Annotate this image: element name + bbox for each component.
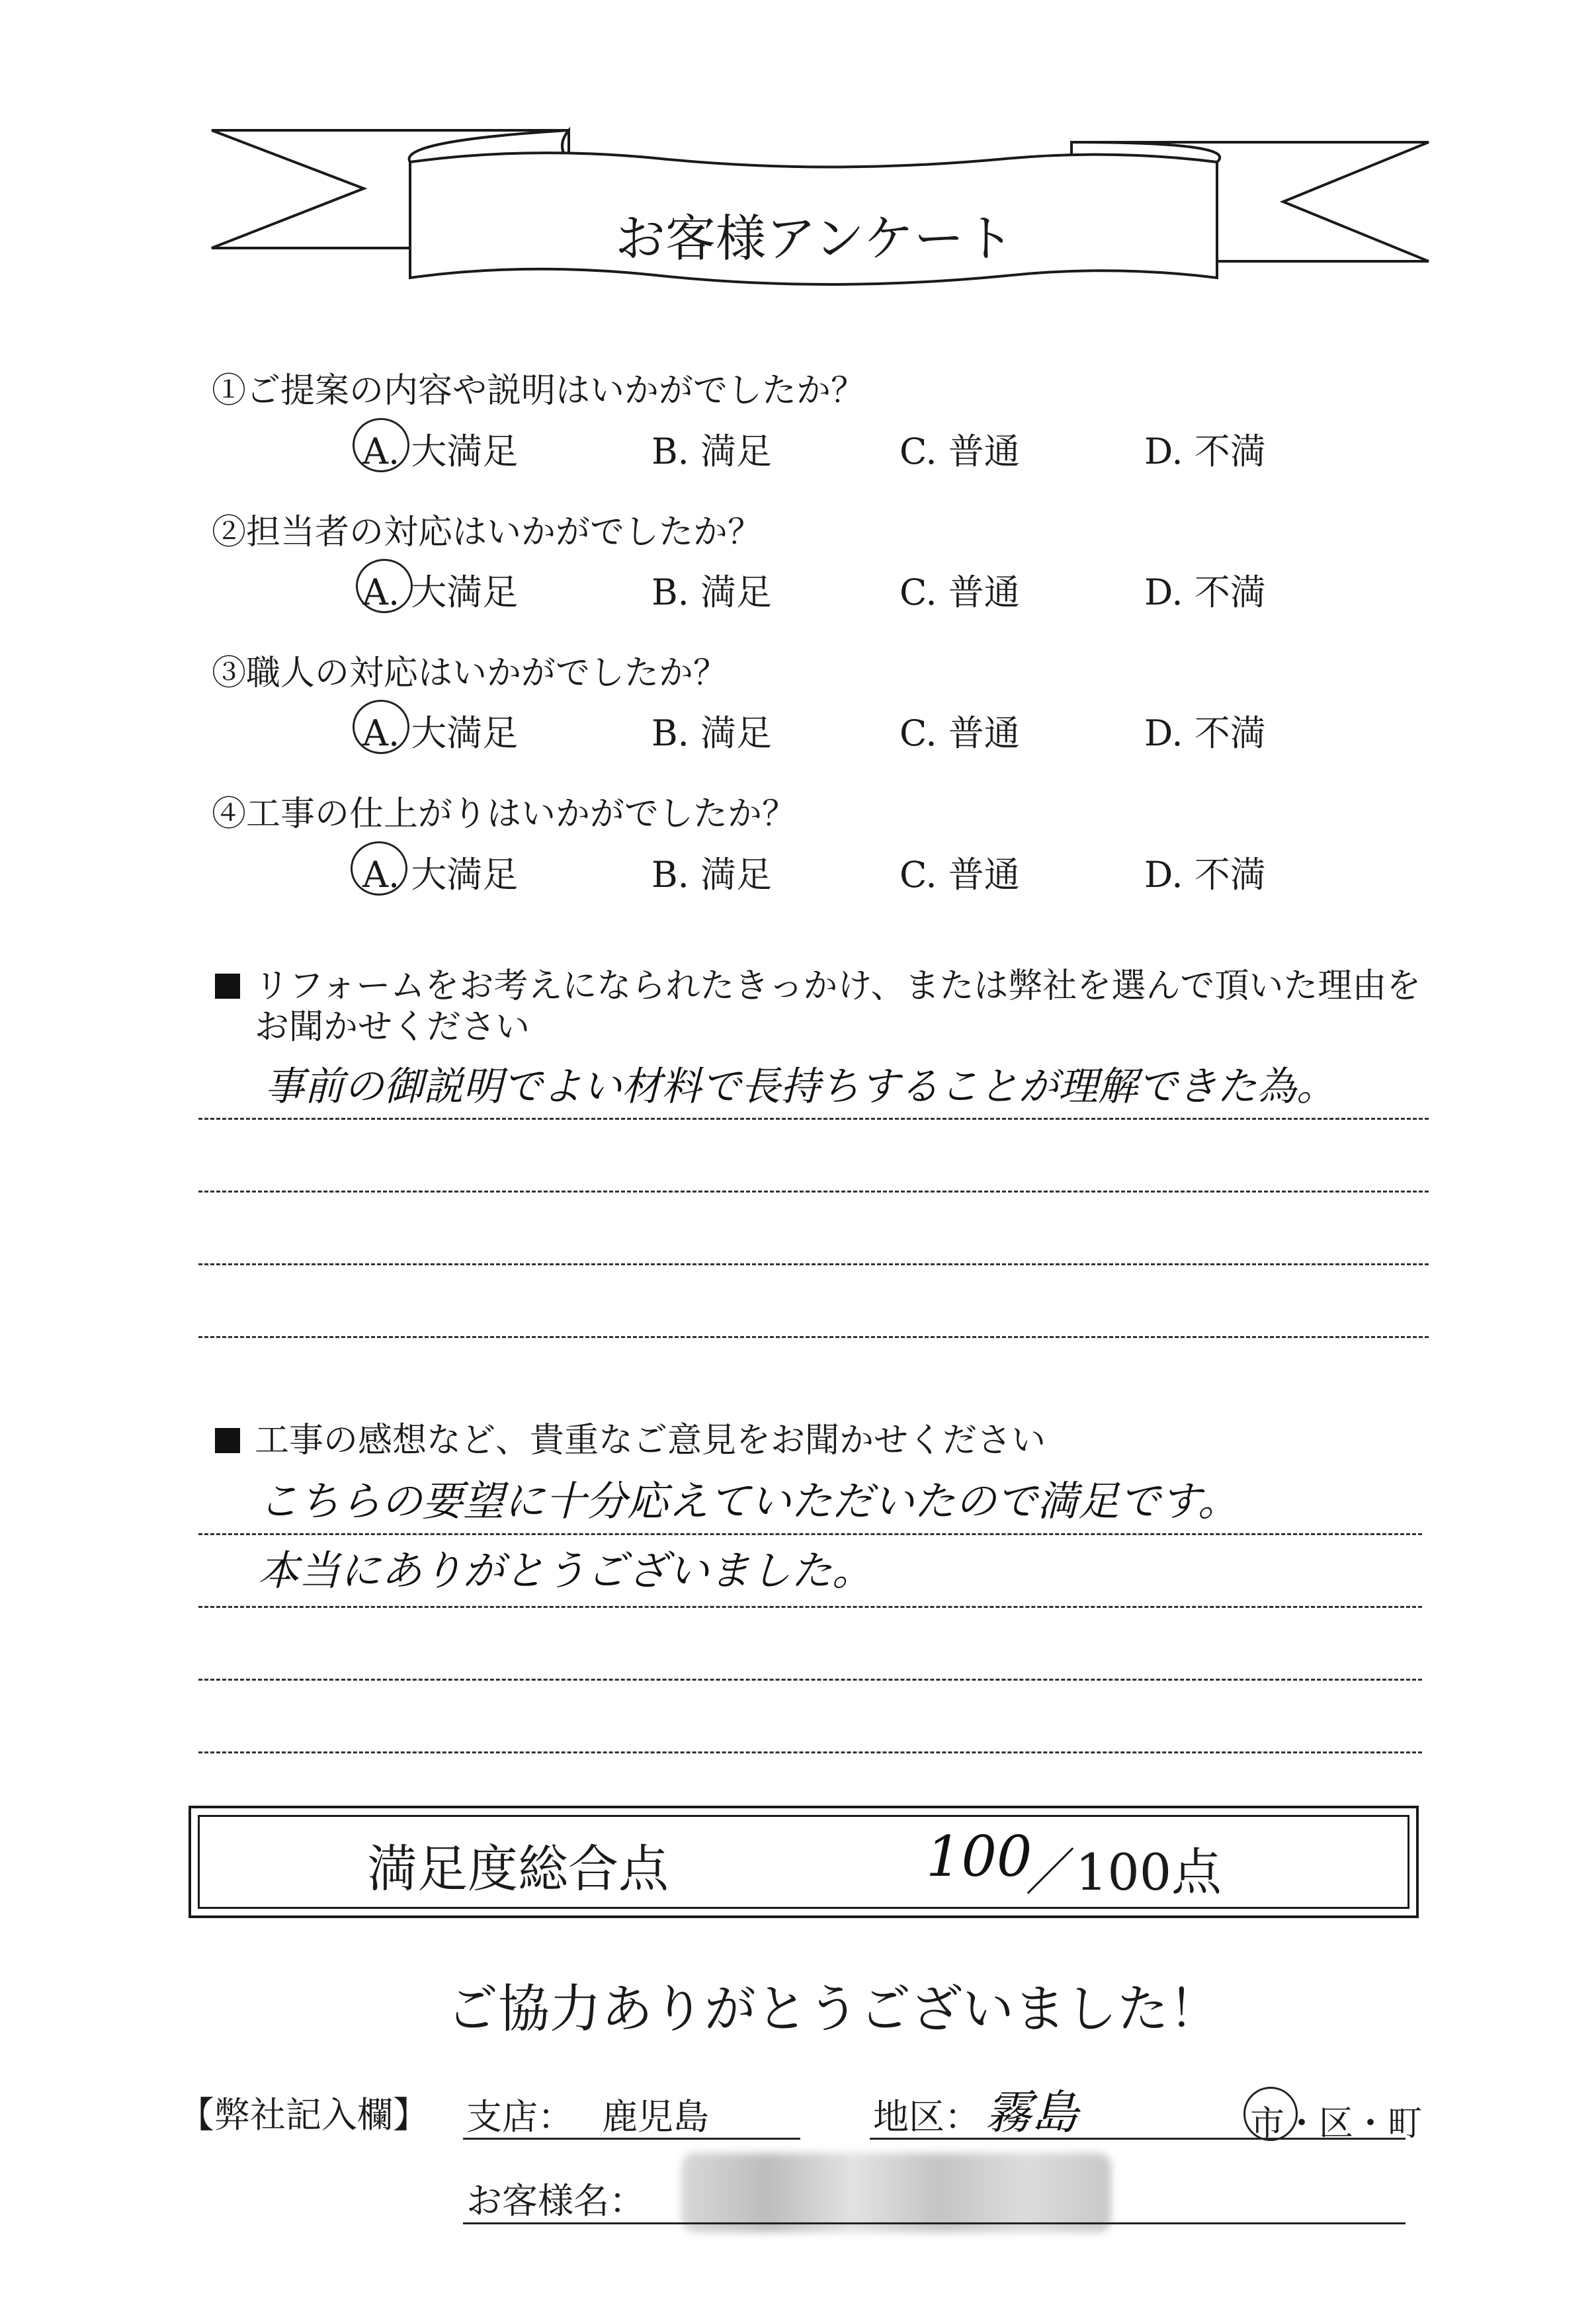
answer-line: [198, 1533, 1422, 1535]
page-title: お客様アンケート: [615, 209, 1015, 268]
q1-option-b[interactable]: B. 満足: [651, 431, 773, 472]
q1-option-c[interactable]: C. 普通: [900, 431, 1020, 472]
bullet-square-icon: [215, 1428, 240, 1453]
branch-label: 支店：: [466, 2096, 573, 2138]
question-3: ③職人の対応はいかがでしたか？: [212, 653, 728, 693]
q2-option-b[interactable]: B. 満足: [651, 571, 773, 613]
q3-option-d[interactable]: D. 不満: [1144, 712, 1266, 754]
q4-option-b[interactable]: B. 満足: [651, 854, 773, 896]
branch-value[interactable]: 鹿児島: [602, 2096, 709, 2138]
section-1-answer[interactable]: 事前の御説明でよい材料で長持ちすることが理解できた為。: [265, 1064, 1336, 1110]
answer-line: [198, 1336, 1429, 1338]
city-selected-circle: [1243, 2087, 1298, 2141]
bullet-square-icon: [215, 974, 240, 999]
thanks-message: ご協力ありがとうございました！: [446, 1980, 1221, 2039]
q3-option-a[interactable]: A. 大満足: [362, 712, 519, 754]
area-value[interactable]: 霧島: [986, 2085, 1078, 2140]
q4-option-d[interactable]: D. 不満: [1144, 854, 1266, 896]
q1-option-d[interactable]: D. 不満: [1144, 431, 1266, 472]
section-1-heading-line1: リフォームをお考えになられたきっかけ、または弊社を選んで頂いた理由を: [255, 966, 1421, 1006]
q4-option-c[interactable]: C. 普通: [900, 854, 1020, 896]
area-label: 地区：: [873, 2096, 980, 2138]
answer-line: [198, 1263, 1429, 1265]
question-4: ④工事の仕上がりはいかがでしたか？: [212, 794, 797, 834]
score-label: 満足度総合点: [367, 1839, 669, 1898]
q2-option-d[interactable]: D. 不満: [1144, 571, 1266, 613]
q1-option-a[interactable]: A. 大満足: [362, 431, 519, 472]
customer-name-redacted: [681, 2153, 1111, 2232]
customer-name-label: お客様名：: [466, 2180, 645, 2222]
branch-underline: [463, 2138, 800, 2140]
city-ward-town-label: 市・区・町: [1250, 2104, 1423, 2144]
q2-selected-circle: [356, 559, 413, 613]
section-2-answer-line2[interactable]: 本当にありがとうございました。: [258, 1546, 874, 1595]
q1-selected-circle: [353, 418, 409, 472]
question-1: ①ご提案の内容や説明はいかがでしたか？: [212, 371, 866, 411]
section-2-heading-text: 工事の感想など、貴重なご意見をお聞かせください: [255, 1421, 1046, 1460]
answer-line: [198, 1118, 1429, 1120]
answer-line: [198, 1679, 1422, 1681]
q4-option-a[interactable]: A. 大満足: [362, 854, 519, 896]
section-1-heading-line2: お聞かせください: [255, 1007, 530, 1047]
answer-line: [198, 1751, 1422, 1753]
question-2: ②担当者の対応はいかがでしたか？: [212, 513, 763, 552]
q3-option-c[interactable]: C. 普通: [900, 712, 1020, 754]
office-use-label: 【弊社記入欄】: [179, 2094, 429, 2136]
answer-line: [198, 1606, 1422, 1608]
section-2-heading: [215, 1412, 1046, 1462]
q3-selected-circle: [353, 700, 409, 754]
customer-underline: [463, 2222, 1406, 2224]
q2-option-a[interactable]: A. 大満足: [362, 571, 519, 613]
score-value[interactable]: 100: [926, 1824, 1032, 1889]
q4-selected-circle: [351, 841, 407, 896]
q2-option-c[interactable]: C. 普通: [900, 571, 1020, 613]
answer-line: [198, 1191, 1429, 1193]
q3-option-b[interactable]: B. 満足: [651, 712, 773, 754]
score-total: ／100点: [1025, 1843, 1222, 1902]
section-2-answer-line1[interactable]: こちらの要望に十分応えていただいたので満足です。: [258, 1477, 1239, 1525]
